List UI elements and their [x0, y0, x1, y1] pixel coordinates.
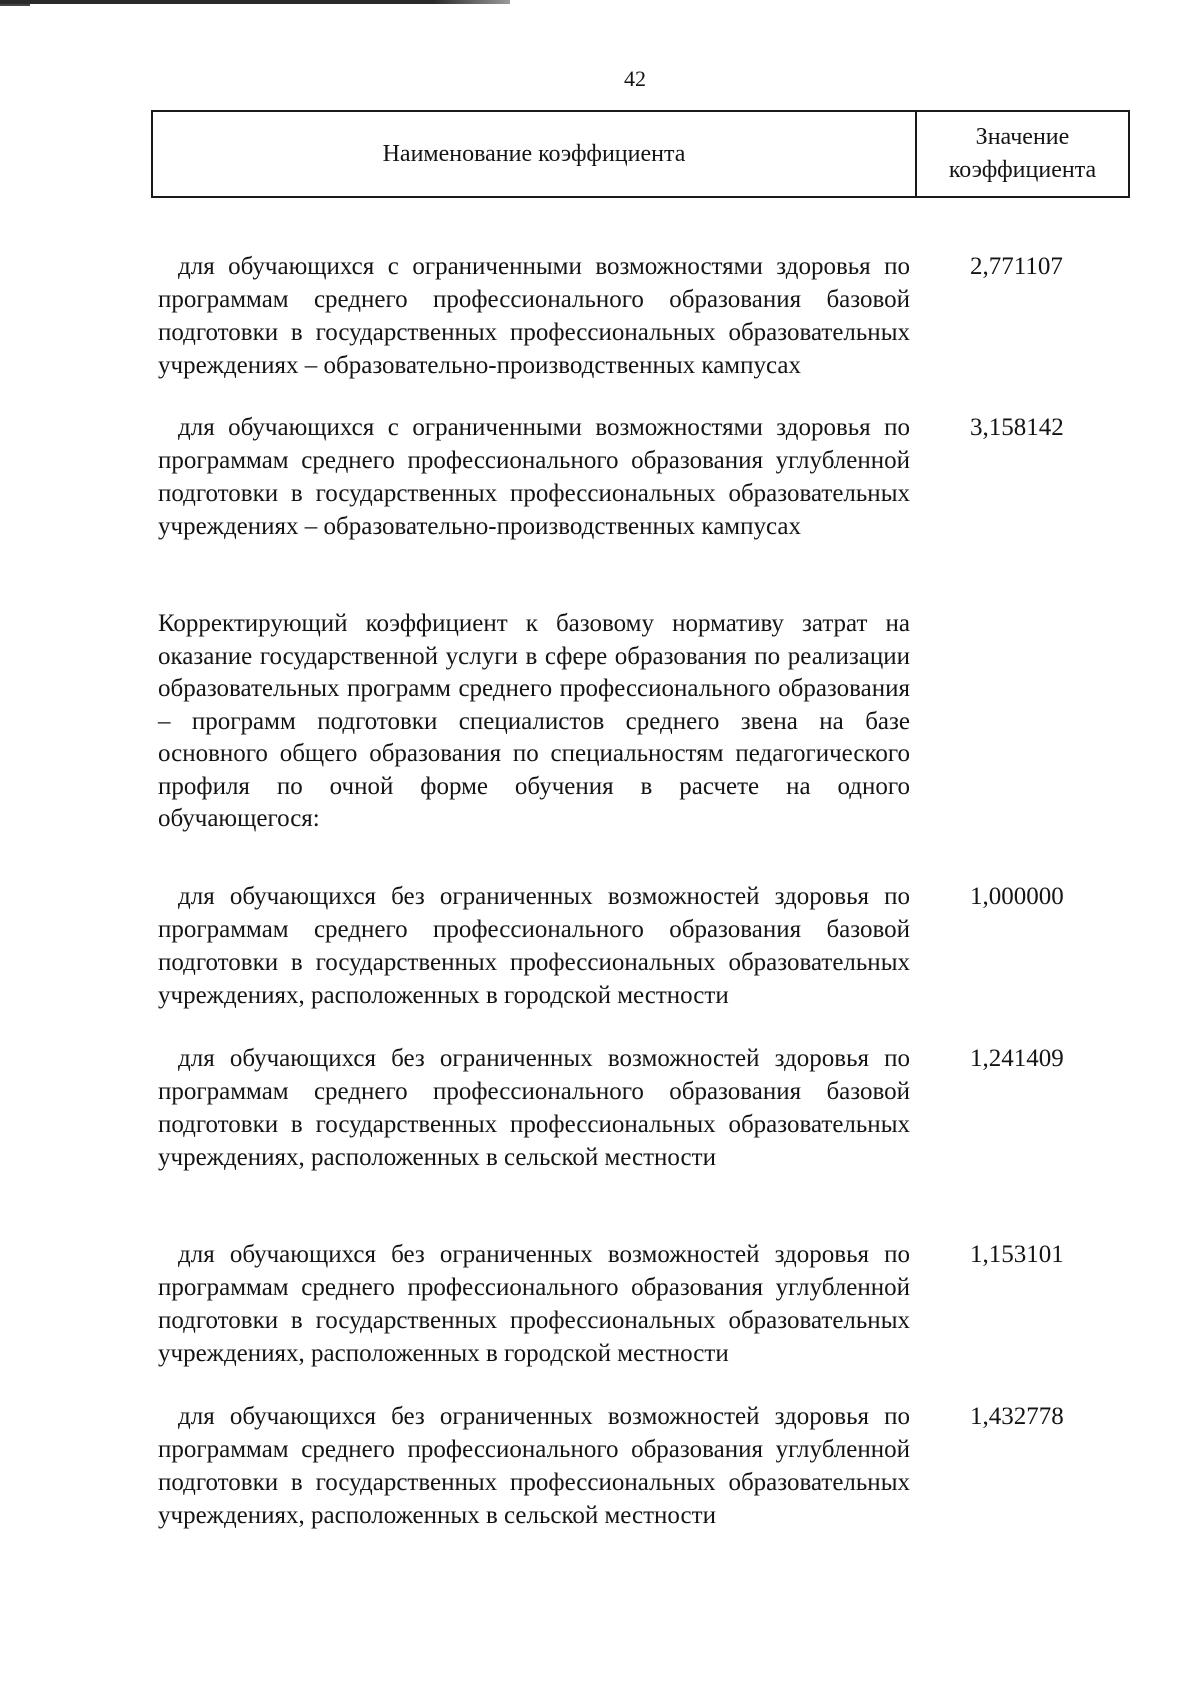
coefficient-description: для обучающихся без ограниченных возможностей здоровья по программам среднего профессионального образования углубленной подготовки в государственных профессиональных образовательных учреждениях, расположенных в городской местности	[158, 1241, 910, 1367]
coefficient-description: для обучающихся без ограниченных возможностей здоровья по программам среднего профессионального образования базовой подготовки в государственных профессиональных образовательных учреждениях, расположенных в сельской местности	[158, 1045, 910, 1171]
coefficient-value: 1,153101	[970, 1241, 1064, 1268]
scan-edge-mark	[0, 0, 510, 4]
coefficient-description: для обучающихся с ограниченными возможностями здоровья по программам среднего профессионального образования углубленной подготовки в государственных профессиональных образовательных учреждениях – образовательно-производственных кампусах	[158, 414, 910, 540]
section-heading-paragraph: Корректирующий коэффициент к базовому нормативу затрат на оказание государственной услуги в сфере образования по реализации образовательных программ среднего профессионального образования – программ подготовки специалистов среднего звена на базе основного общего образования по специальностям педагогического профиля по очной форме обучения в расчете на одного обучающегося:	[158, 610, 910, 832]
column-header-value-line2: коэффициента	[948, 157, 1097, 183]
page-number: 42	[624, 66, 646, 91]
table-header	[151, 110, 1130, 198]
coefficient-description: для обучающихся без ограниченных возможностей здоровья по программам среднего профессионального образования углубленной подготовки в государственных профессиональных образовательных учреждениях, расположенных в сельской местности	[158, 1403, 910, 1529]
coefficient-value: 2,771107	[970, 253, 1063, 280]
column-header-value-line1: Значение	[975, 124, 1070, 150]
coefficient-value: 1,241409	[970, 1045, 1064, 1072]
coefficient-value: 1,000000	[970, 883, 1064, 910]
coefficient-description: для обучающихся без ограниченных возможностей здоровья по программам среднего профессионального образования базовой подготовки в государственных профессиональных образовательных учреждениях, расположенных в городской местности	[158, 883, 910, 1009]
column-header-name: Наименование коэффициента	[153, 112, 917, 196]
coefficient-value: 1,432778	[970, 1403, 1064, 1430]
coefficient-value: 3,158142	[970, 414, 1064, 441]
column-header-value	[917, 112, 1128, 196]
coefficient-description: для обучающихся с ограниченными возможностями здоровья по программам среднего профессионального образования базовой подготовки в государственных профессиональных образовательных учреждениях – образовательно-производственных кампусах	[158, 253, 910, 379]
scan-edge-mark-small	[0, 4, 30, 6]
